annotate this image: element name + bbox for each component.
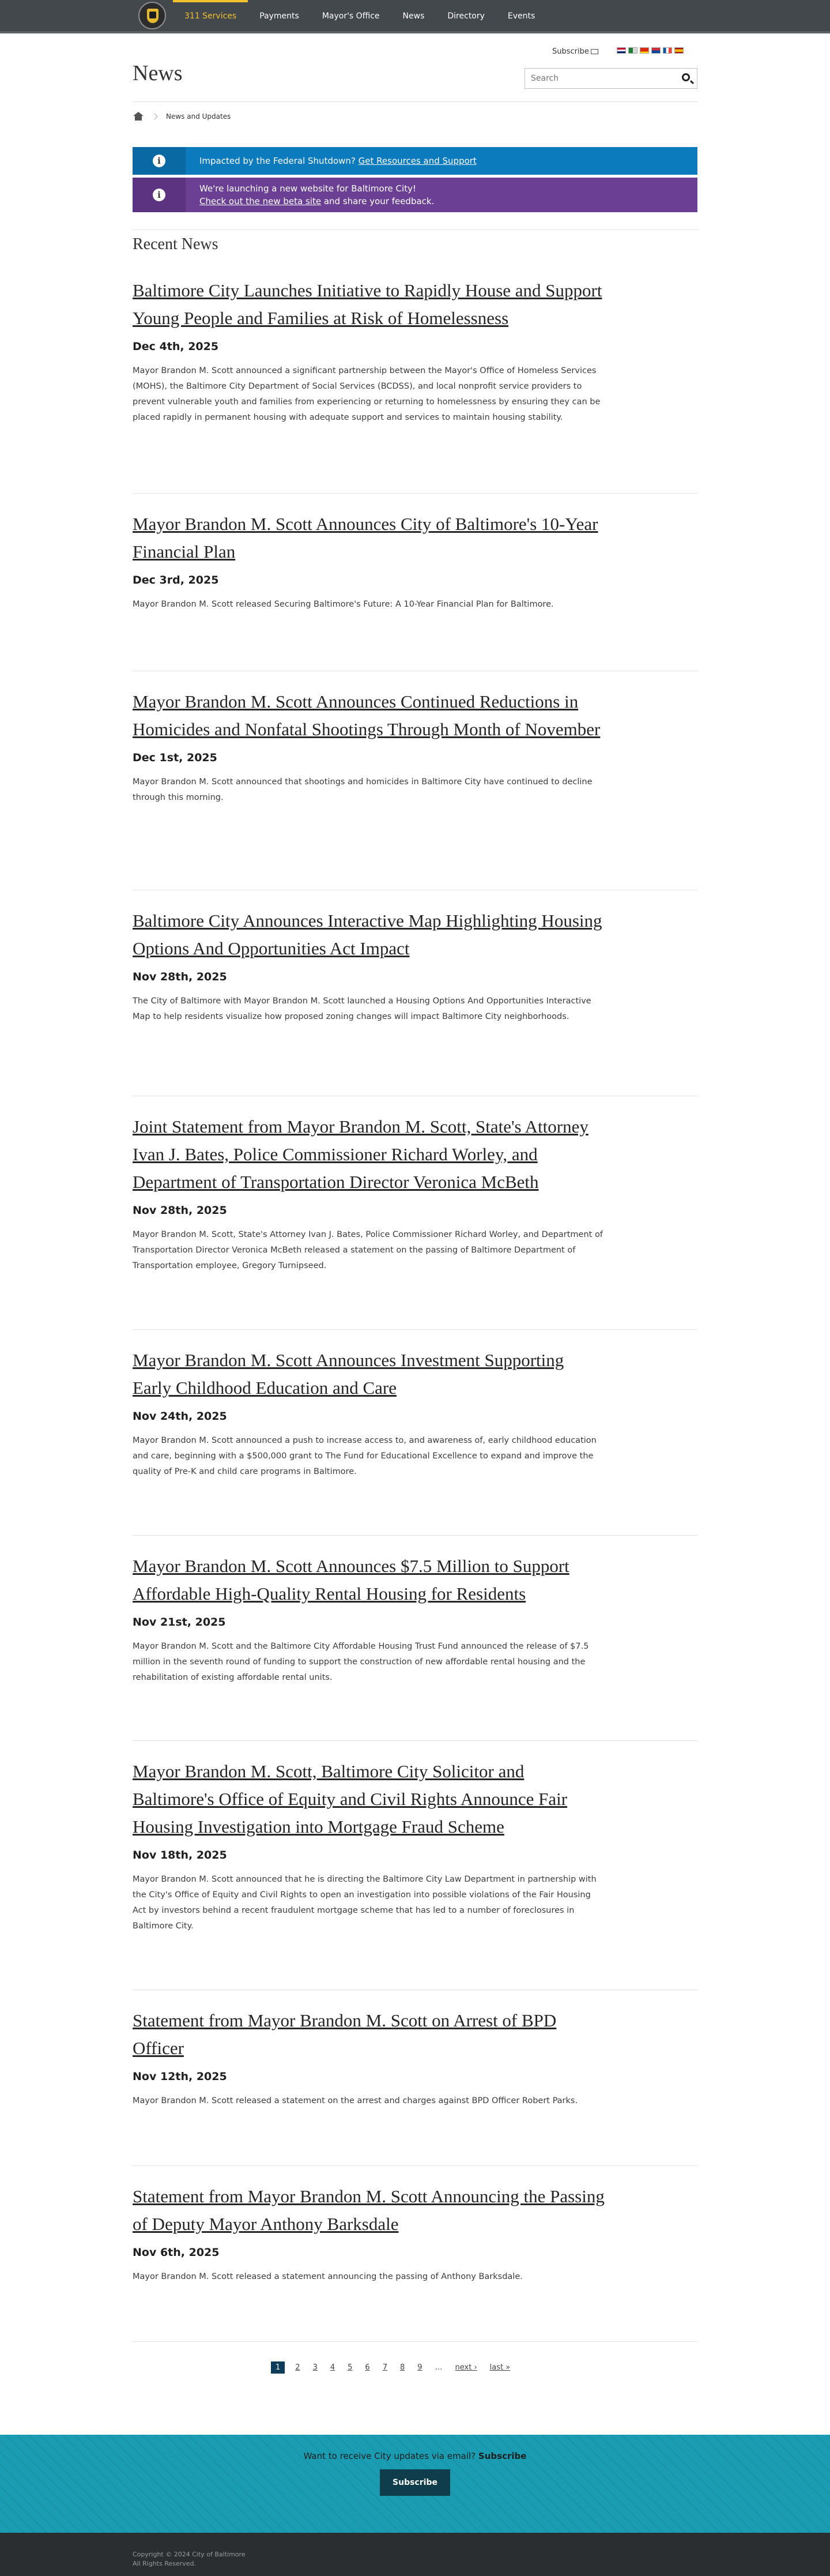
news-summary: Mayor Brandon M. Scott released Securing Baltimore's Future: A 10-Year Financial Plan for Baltimore. bbox=[133, 600, 554, 609]
news-divider bbox=[133, 1535, 697, 1536]
pager-page-link[interactable]: 3 bbox=[312, 2363, 318, 2372]
alert-shutdown-text bbox=[186, 155, 477, 167]
pagination bbox=[271, 2361, 523, 2374]
search-box bbox=[525, 68, 697, 89]
flag-chinese-icon[interactable] bbox=[640, 47, 649, 54]
news-item bbox=[133, 688, 697, 806]
news-summary: Mayor Brandon M. Scott announced that he is directing the Baltimore City Law Department in partnership with the City's Office of Equity and Civil Rights to open an investigation into possible violations of the Fair Housing Act by investors behind a recent fraudulent mortgage scheme that has led to a number of foreclosures in Baltimore City. bbox=[133, 1875, 597, 1931]
footer-subscribe-button[interactable]: Subscribe bbox=[380, 2469, 450, 2496]
pager-page-link[interactable]: 4 bbox=[330, 2363, 335, 2372]
footer-bottom bbox=[0, 2533, 830, 2576]
news-summary: Mayor Brandon M. Scott announced that shootings and homicides in Baltimore City have continued to decline through this morning. bbox=[133, 777, 593, 802]
news-title-link[interactable]: Mayor Brandon M. Scott Announces City of Baltimore's 10-Year Financial Plan bbox=[133, 514, 598, 562]
footer-subscribe-message bbox=[0, 2451, 830, 2461]
news-summary: Mayor Brandon M. Scott announced a significant partnership between the Mayor's Office of Homeless Services (MOHS), the Baltimore City Department of Social Services (BCDSS), and local nonprofit service providers to prevent vulnerable youth and families from experiencing or returning to homelessness by ensuring they can be placed rapidly in permanent housing with adequate support and services to maintain housing stability. bbox=[133, 366, 601, 422]
nav-item-events[interactable]: Events bbox=[507, 12, 535, 21]
pager-ellipsis: … bbox=[435, 2363, 443, 2372]
pager-page-link[interactable]: 5 bbox=[348, 2363, 353, 2372]
nav-item-311-services[interactable]: 311 Services bbox=[173, 0, 248, 31]
pager-page-link[interactable]: 8 bbox=[399, 2363, 405, 2372]
news-item bbox=[133, 510, 697, 612]
news-date: Nov 24th, 2025 bbox=[133, 1410, 227, 1423]
pager-next-link[interactable]: next › bbox=[455, 2363, 477, 2372]
news-date: Nov 18th, 2025 bbox=[133, 1849, 227, 1862]
breadcrumb bbox=[133, 112, 231, 121]
flag-english-icon[interactable] bbox=[617, 47, 626, 54]
page-title: News bbox=[133, 61, 183, 85]
news-title-link[interactable]: Mayor Brandon M. Scott Announces Continued Reductions in Homicides and Nonfatal Shootings Through Month of November bbox=[133, 691, 601, 739]
news-title-link[interactable]: Joint Statement from Mayor Brandon M. Scott, State's Attorney Ivan J. Bates, Police Commissioner Richard Worley, and Department of Transportation Director Veronica McBeth bbox=[133, 1116, 588, 1192]
alert-beta bbox=[133, 178, 697, 212]
news-summary: Mayor Brandon M. Scott, State's Attorney Ivan J. Bates, Police Commissioner Richard Worley, and Department of Transportation Director Veronica McBeth released a statement on the passing of Baltimore Department of Transportation employee, Gregory Turnipseed. bbox=[133, 1230, 603, 1270]
flag-arabic-icon[interactable] bbox=[628, 47, 637, 54]
pager-last-link[interactable]: last » bbox=[489, 2363, 511, 2372]
news-divider bbox=[133, 493, 697, 494]
news-date: Nov 12th, 2025 bbox=[133, 2070, 227, 2083]
alert-beta-message: We're launching a new website for Baltimore City! bbox=[199, 183, 416, 194]
pager-page-link[interactable]: 6 bbox=[365, 2363, 370, 2372]
subscribe-label: Subscribe bbox=[552, 47, 589, 56]
news-divider bbox=[133, 2341, 697, 2342]
alert-shutdown-link[interactable]: Get Resources and Support bbox=[358, 156, 477, 166]
alert-icon-box bbox=[133, 178, 186, 212]
news-item bbox=[133, 1552, 697, 1686]
news-summary: Mayor Brandon M. Scott announced a push to increase access to, and awareness of, early childhood education and care, beginning with a $500,000 grant to The Fund for Educational Excellence to expand and improve the quality of Pre-K and child care programs in Baltimore. bbox=[133, 1436, 597, 1476]
footer-subscribe-band bbox=[0, 2435, 830, 2533]
alert-icon-box bbox=[133, 147, 186, 175]
alert-beta-link[interactable]: Check out the new beta site bbox=[199, 196, 322, 206]
news-item bbox=[133, 907, 697, 1025]
pager-page-link[interactable]: 2 bbox=[295, 2363, 300, 2372]
rights-text: All Rights Reserved. bbox=[133, 2560, 197, 2567]
news-divider bbox=[133, 2165, 697, 2166]
news-item bbox=[133, 2183, 697, 2285]
news-title-link[interactable]: Baltimore City Announces Interactive Map Highlighting Housing Options And Opportunities Act Impact bbox=[133, 911, 602, 958]
subscribe-link[interactable] bbox=[552, 47, 598, 56]
footer-prompt: Want to receive City updates via email? bbox=[303, 2451, 476, 2461]
copyright-text: Copyright © 2024 City of Baltimore bbox=[133, 2551, 246, 2558]
news-item bbox=[133, 277, 697, 426]
news-item bbox=[133, 1758, 697, 1934]
alert-shutdown-message: Impacted by the Federal Shutdown? bbox=[199, 156, 356, 166]
chevron-right-icon bbox=[151, 113, 157, 119]
news-title-link[interactable]: Mayor Brandon M. Scott, Baltimore City Solicitor and Baltimore's Office of Equity and Civil Rights Announce Fair Housing Investigation into Mortgage Fraud Scheme bbox=[133, 1761, 568, 1837]
news-date: Nov 6th, 2025 bbox=[133, 2246, 220, 2259]
pager-page-link[interactable]: 7 bbox=[382, 2363, 387, 2372]
news-title-link[interactable]: Statement from Mayor Brandon M. Scott Announcing the Passing of Deputy Mayor Anthony Barksdale bbox=[133, 2186, 605, 2234]
news-date: Nov 21st, 2025 bbox=[133, 1616, 226, 1629]
flag-french-icon[interactable] bbox=[663, 47, 672, 54]
news-summary: Mayor Brandon M. Scott released a statement on the arrest and charges against BPD Officer Robert Parks. bbox=[133, 2096, 578, 2105]
pager-current-page: 1 bbox=[271, 2361, 285, 2374]
envelope-icon bbox=[591, 49, 598, 54]
flag-korean-icon[interactable] bbox=[651, 47, 661, 54]
nav-item-mayors-office[interactable]: Mayor's Office bbox=[322, 12, 380, 21]
pager-page-link[interactable]: 9 bbox=[417, 2363, 422, 2372]
search-input[interactable] bbox=[525, 69, 669, 88]
home-icon[interactable] bbox=[133, 112, 144, 121]
news-date: Dec 3rd, 2025 bbox=[133, 574, 219, 586]
footer-copyright bbox=[133, 2550, 246, 2569]
language-selector bbox=[617, 47, 684, 54]
news-title-link[interactable]: Baltimore City Launches Initiative to Rapidly House and Support Young People and Families at Risk of Homelessness bbox=[133, 280, 602, 328]
news-date: Nov 28th, 2025 bbox=[133, 971, 227, 983]
news-item bbox=[133, 1347, 697, 1480]
footer-subscribe-link[interactable]: Subscribe bbox=[478, 2451, 527, 2461]
news-date: Dec 4th, 2025 bbox=[133, 340, 219, 353]
search-icon[interactable] bbox=[682, 73, 690, 81]
news-date: Dec 1st, 2025 bbox=[133, 751, 217, 764]
top-nav bbox=[0, 0, 830, 33]
alert-shutdown bbox=[133, 147, 697, 175]
news-item bbox=[133, 2007, 697, 2109]
info-icon: i bbox=[153, 189, 165, 201]
news-item bbox=[133, 1113, 697, 1274]
nav-item-news[interactable]: News bbox=[402, 12, 425, 21]
section-title: Recent News bbox=[133, 235, 218, 253]
news-title-link[interactable]: Mayor Brandon M. Scott Announces $7.5 Million to Support Affordable High-Quality Rental Housing for Residents bbox=[133, 1556, 569, 1604]
city-seal-logo[interactable] bbox=[138, 2, 166, 29]
alert-beta-text bbox=[186, 182, 434, 208]
news-summary: Mayor Brandon M. Scott and the Baltimore City Affordable Housing Trust Fund announced the release of $7.5 million in the seventh round of funding to support the construction of new affordable rental housing and the rehabilitation of existing affordable rental units. bbox=[133, 1642, 589, 1682]
nav-item-directory[interactable]: Directory bbox=[447, 12, 485, 21]
shield-icon bbox=[147, 9, 159, 23]
news-divider bbox=[133, 1329, 697, 1330]
breadcrumb-current: News and Updates bbox=[166, 112, 231, 121]
info-icon: i bbox=[153, 155, 165, 167]
main-menu bbox=[173, 0, 546, 31]
news-summary: The City of Baltimore with Mayor Brandon M. Scott launched a Housing Options And Opportunities Interactive Map to help residents visualize how proposed zoning changes will impact Baltimore City neighborhoods. bbox=[133, 996, 591, 1021]
news-date: Nov 28th, 2025 bbox=[133, 1204, 227, 1217]
alert-beta-suffix: and share your feedback. bbox=[321, 196, 435, 206]
news-title-link[interactable]: Mayor Brandon M. Scott Announces Investment Supporting Early Childhood Education and Care bbox=[133, 1350, 564, 1398]
news-title-link[interactable]: Statement from Mayor Brandon M. Scott on Arrest of BPD Officer bbox=[133, 2010, 557, 2058]
flag-spanish-icon[interactable] bbox=[674, 47, 684, 54]
news-summary: Mayor Brandon M. Scott released a statement announcing the passing of Anthony Barksdale. bbox=[133, 2272, 523, 2281]
news-divider bbox=[133, 1740, 697, 1741]
nav-item-payments[interactable]: Payments bbox=[259, 12, 299, 21]
header-divider bbox=[133, 101, 697, 102]
